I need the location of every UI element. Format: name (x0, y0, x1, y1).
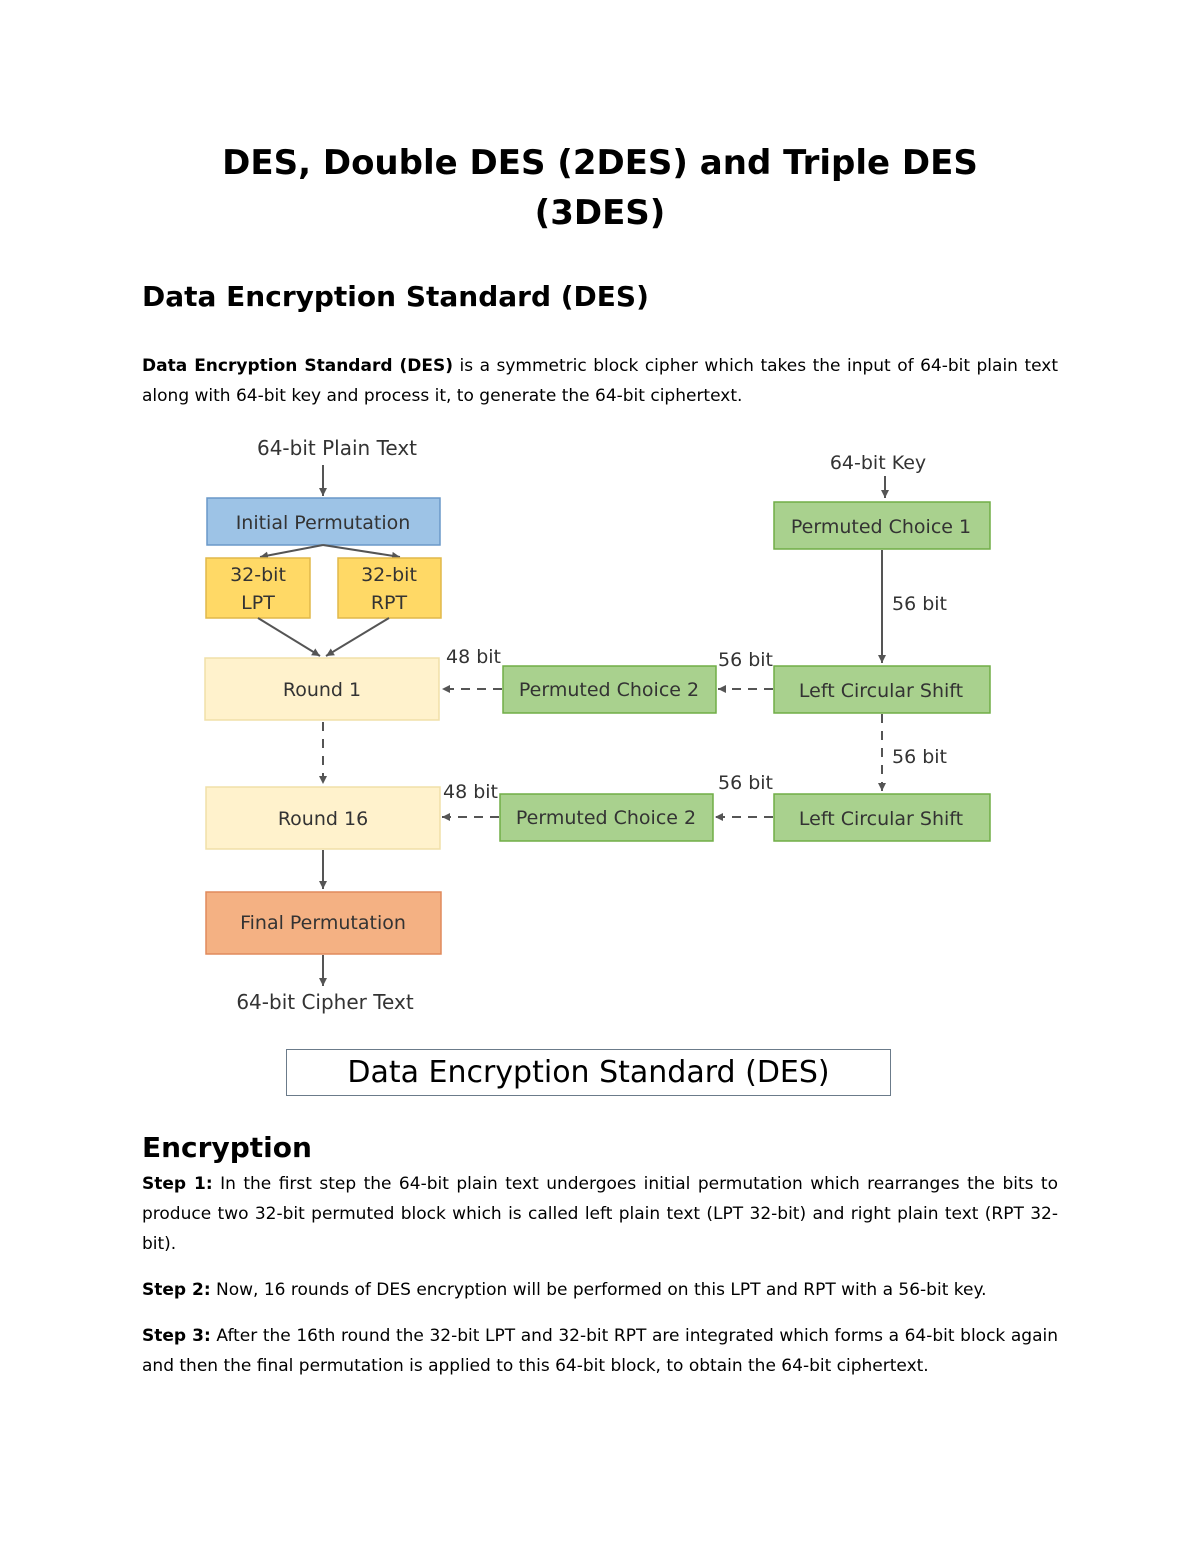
bits-56-label-d: 56 bit (718, 772, 774, 794)
pc2-a-label: Permuted Choice 2 (518, 679, 700, 701)
intro-term: Data Encryption Standard (DES) (142, 356, 454, 376)
final-permutation-label: Final Permutation (240, 912, 406, 934)
step-1-paragraph (142, 1169, 1058, 1259)
step-2-label: Step 2: (142, 1280, 211, 1300)
rpt-label-2: RPT (370, 592, 408, 614)
pc1-label: Permuted Choice 1 (790, 516, 972, 538)
step-1-label: Step 1: (142, 1174, 213, 1194)
bits-48-label-b: 48 bit (443, 781, 499, 803)
lcs2-label: Left Circular Shift (798, 808, 964, 830)
initial-permutation-label: Initial Permutation (235, 512, 411, 534)
round1-label: Round 1 (282, 679, 362, 701)
des-diagram (0, 420, 1200, 1040)
key-label: 64-bit Key (829, 452, 927, 474)
step-2-text: Now, 16 rounds of DES encryption will be performed on this LPT and RPT with a 56-bit key. (210, 1280, 987, 1300)
bits-56-label-c: 56 bit (892, 746, 948, 768)
figure-caption-text: Data Encryption Standard (DES) (347, 1055, 830, 1090)
arrow-ip-to-rpt (323, 545, 400, 557)
intro-paragraph (142, 351, 1058, 411)
round16-label: Round 16 (277, 808, 369, 830)
intro-text: is a symmetric block cipher which takes the input of 64-bit plain text along with 64-bit key and process it, to generate the 64-bit ciphertext. (142, 356, 1058, 406)
step-2-paragraph (142, 1275, 1058, 1305)
bits-56-label-b: 56 bit (718, 649, 774, 671)
arrow-rpt-to-round1 (326, 618, 389, 656)
title-line-1: DES, Double DES (2DES) and Triple DES (222, 143, 978, 183)
step-1-text: In the first step the 64-bit plain text undergoes initial permutation which rearranges the bits to produce two 32-bit permuted block which is called left plain text (LPT 32-bit) and right plain text (RPT 32-bit). (142, 1174, 1058, 1254)
lcs1-label: Left Circular Shift (798, 680, 964, 702)
step-3-label: Step 3: (142, 1326, 211, 1346)
step-3-text: After the 16th round the 32-bit LPT and 32-bit RPT are integrated which forms a 64-bit block again and then the final permutation is applied to this 64-bit block, to obtain the 64-bit ciphertext. (142, 1326, 1058, 1376)
figure-caption (286, 1049, 891, 1096)
arrow-lpt-to-round1 (258, 618, 320, 656)
cipher-text-label: 64-bit Cipher Text (236, 990, 414, 1014)
document-title (0, 138, 1200, 238)
rpt-label-1: 32-bit (361, 564, 417, 586)
pc2-b-label: Permuted Choice 2 (515, 807, 697, 829)
lpt-label-1: 32-bit (230, 564, 286, 586)
bits-48-label-a: 48 bit (446, 646, 502, 668)
step-3-paragraph (142, 1321, 1058, 1381)
section-heading: Data Encryption Standard (DES) (142, 280, 649, 313)
bits-56-label-a: 56 bit (892, 593, 948, 615)
plain-text-label: 64-bit Plain Text (256, 436, 418, 460)
arrow-ip-to-lpt (260, 545, 323, 557)
encryption-heading: Encryption (142, 1131, 312, 1164)
title-line-2: (3DES) (534, 193, 666, 233)
lpt-label-2: LPT (241, 592, 275, 614)
